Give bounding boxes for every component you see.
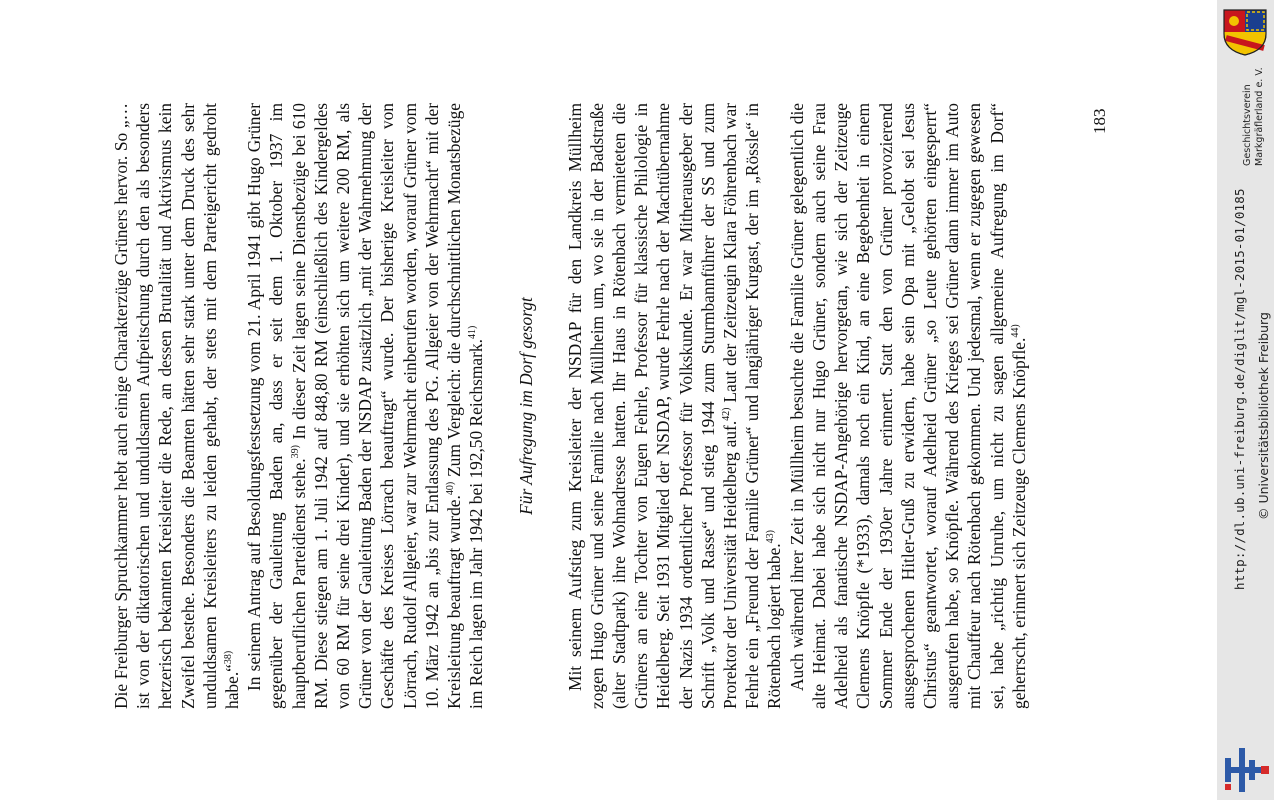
society-name-line2: Markgräflerland e. V. — [1254, 67, 1265, 166]
footnote-ref: 41) — [467, 325, 479, 340]
paragraph-2 — [243, 103, 487, 709]
rotated-page — [110, 103, 1120, 709]
footnote-ref: 43) — [765, 530, 777, 544]
footnote-ref: 42) — [721, 407, 733, 421]
paragraph-4-text: Auch während ihrer Zeit in Müllheim besuchte die Familie Grüner gelegentlich die alte Heimat. Dabei habe sich nicht nur Hugo Grüner, sondern auch seine Frau Adelheid als fanatische NSDAP-Angehörige hervorgetan, wie sich der Zeitzeuge Clemens Knöpfle (*1933), damals noch ein Kind, an eine Begebenheit in einem Sommer Ende der 1930er Jahre erinnert. Statt den von Grüner provozierend ausgesprochenen Hitler-Gruß zu erwidern, habe sein Opa mit „Gelobt sei Jesus Christus“ geantwortet, worauf Adelheid Grüner „so Leute gehörten eingesperrt“ ausgerufen habe, so Knöpfle. Während des Krieges sei Grüner dann immer im Auto mit Chauffeur nach Rötenbach gekommen. Und jedesmal, wenn er zugegen gewesen sei, habe „richtig Unruhe, um nicht zu sagen allgemeine Aufregung im Dorf“ geherrscht, erinnert sich Zeitzeuge Clemens Knöpfle. — [786, 103, 1029, 709]
paragraph-3 — [564, 103, 786, 709]
footnote-ref: 44) — [1009, 324, 1021, 338]
paragraph-3-text-cont: Laut der Zeitzeugin Klara Föhrenbach war Fehrle ein „Freund der Familie Grüner“ und langjähriger Kurgast, der im „Rössle“ in Rötenbach logiert habe. — [720, 103, 785, 709]
text-column — [110, 103, 1030, 709]
footnote-ref: 40) — [445, 481, 457, 496]
footnote-ref: 38) — [223, 650, 235, 665]
university-library-logo-icon — [1225, 748, 1269, 792]
page-body — [110, 103, 1120, 709]
copyright-notice: © Universitätsbibliothek Freiburg — [1256, 312, 1271, 520]
paragraph-2-text-end: Zum Vergleich: die durchschnittlichen Monatsbezüge im Reich lagen im Jahr 1942 bei 192,50 Reichsmark. — [444, 103, 487, 709]
society-crest-icon — [1222, 8, 1268, 56]
page-number: 183 — [1090, 108, 1109, 134]
footnote-ref: 39) — [289, 445, 301, 459]
source-url-link[interactable]: http://dl.ub.uni-freiburg.de/diglit/mgl-2015-01/0185 — [1232, 188, 1247, 590]
section-heading: Für Aufregung im Dorf gesorgt — [516, 297, 537, 515]
paragraph-1 — [110, 103, 243, 709]
paragraph-2-text-cont: In dieser Zeit lagen seine Dienstbezüge bei 610 RM. Diese stiegen am 1. Juli 1942 auf 848,80 RM (einschließlich des Kindergeldes von 60 RM für seine drei Kinder), und sie erhöhten sich um weitere 200 RM, als Grüner von der Gauleitung Baden der NSDAP zusätzlich „mit der Wahrnehmung der Geschäfte des Kreises Lörrach beauftragt“ wurde. Der bisherige Kreisleiter von Lörrach, Rudolf Allgeier, war zur Wehrmacht einberufen worden, worauf Grüner vom 10. März 1942 an „bis zur Entlassung des PG. Allgeier von der Wehrmacht“ mit der Kreisleitung beauftragt wurde. — [288, 103, 465, 709]
paragraph-1-text: Die Freiburger Spruchkammer hebt auch einige Charakterzüge Grüners hervor. So „… ist von der diktatorischen und unduldsamen Aufpeitschung durch den als besonders hetzerisch bekannten Kreisleiter die Rede, an dessen Brutalität und Aktivismus kein Zweifel bestehe. Besonders die Beamten hätten sehr stark unter dem Druck des sehr unduldsamen Kreisleiters zu leiden gehabt, der stets mit dem Parteigericht gedroht habe.“ — [111, 103, 243, 709]
paragraph-3-text: Mit seinem Aufstieg zum Kreisleiter der NSDAP für den Landkreis Müllheim zogen Hugo Grüner und seine Familie nach Müllheim um, wo sie in der Badstraße (alter Stadtpark) ihre Wohnadresse hatten. Ihr Haus in Rötenbach vermieteten die Grüners an eine Tochter von Eugen Fehrle, Professor für klassische Philologie in Heidelberg. Seit 1931 Mitglied der NSDAP, wurde Fehrle nach der Machtübernahme der Nazis 1934 ordentlicher Professor für Volkskunde. Er war Mitherausgeber der Schrift „Volk und Rasse“ und stieg 1944 zum Sturmbannführer der SS und zum Prorektor der Universität Heidelberg auf. — [564, 103, 741, 709]
paragraph-2-text: In seinem Antrag auf Besoldungsfestsetzung vom 21. April 1941 gibt Hugo Grüner gegenüber der Gauleitung Baden an, dass er seit dem 1. Oktober 1937 im hauptberuflichen Parteidienst stehe. — [244, 103, 309, 709]
society-name-line1: Geschichtsverein — [1242, 84, 1253, 166]
paragraph-4 — [786, 103, 1030, 709]
